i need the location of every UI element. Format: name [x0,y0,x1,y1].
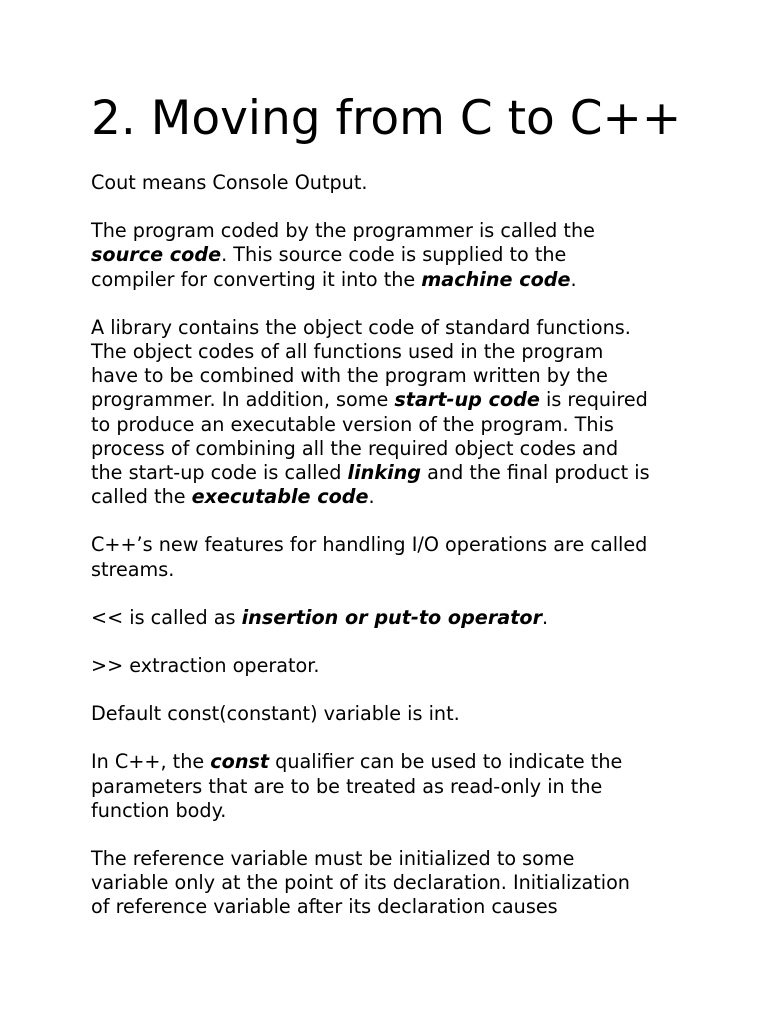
paragraph-reference-variable [91,847,691,920]
text-line [91,340,691,364]
text-run: is required [539,388,648,412]
text-run: have to be combined with the program written by the [91,364,608,388]
text-run: and the final product is [421,461,650,485]
document-body [91,171,691,920]
text-line [91,388,691,412]
text-run: Cout means Console Output. [91,171,368,194]
text-line [91,702,691,726]
text-run: C++’s new features for handling I/O operations are called [91,533,648,557]
text-run: The reference variable must be initialized to some [91,847,575,871]
paragraph-gap [91,195,691,219]
emphasized-term: const [210,750,270,774]
text-run: A library contains the object code of standard functions. [91,315,631,339]
text-line [91,413,691,437]
paragraph-gap [91,509,691,533]
text-line [91,775,691,799]
emphasized-term: insertion or put-to operator [241,605,543,629]
text-run: to produce an executable version of the program. This [91,412,614,436]
text-line [91,171,691,195]
paragraph-source-code [91,219,691,292]
text-run: . [368,485,375,509]
text-line [91,364,691,388]
text-run: Default const(constant) variable is int. [91,702,460,726]
text-line [91,533,691,557]
text-line [91,485,691,509]
text-run: compiler for converting it into the [91,267,422,291]
paragraph-library [91,316,691,510]
emphasized-term: start-up code [394,388,540,412]
paragraph-gap [91,630,691,654]
paragraph-gap [91,292,691,316]
text-run: . [570,267,577,291]
text-line [91,268,691,292]
text-line [91,871,691,895]
text-line [91,654,691,678]
paragraph-gap [91,678,691,702]
text-line [91,219,691,243]
emphasized-term: executable code [191,485,369,509]
text-run: streams. [91,557,175,581]
paragraph-cout [91,171,691,195]
text-line [91,606,691,630]
text-run: process of combining all the required object codes and [91,436,619,460]
text-line [91,558,691,582]
text-run: programmer. In addition, some [91,388,395,412]
emphasized-term: source code [91,243,222,267]
page-title: 2. Moving from C to C++ [91,91,682,146]
text-run: function body. [91,798,227,822]
text-line [91,437,691,461]
text-line [91,799,691,823]
text-run: variable only at the point of its declaration. Initialization [91,871,630,895]
text-run: In C++, the [91,750,211,774]
text-line [91,243,691,267]
text-run: qualifier can be used to indicate the [269,750,623,774]
paragraph-extraction [91,654,691,678]
paragraph-gap [91,582,691,606]
text-line [91,895,691,919]
text-run: the start-up code is called [91,461,348,485]
text-line [91,847,691,871]
text-run: . [542,605,549,629]
paragraph-streams [91,533,691,581]
emphasized-term: machine code [421,267,571,291]
text-run: The object codes of all functions used in the program [91,340,604,364]
paragraph-gap [91,726,691,750]
emphasized-term: linking [347,461,422,485]
text-run: called the [91,485,192,509]
paragraph-gap [91,823,691,847]
paragraph-const-qualifier [91,750,691,823]
text-run: The program coded by the programmer is called the [91,219,595,243]
text-line [91,750,691,774]
paragraph-insertion [91,606,691,630]
text-run: parameters that are to be treated as read-only in the [91,774,603,798]
text-run: of reference variable after its declaration causes [91,895,558,919]
document-page [91,88,691,920]
text-run: << is called as [91,605,242,629]
text-line [91,461,691,485]
paragraph-default-const [91,702,691,726]
text-run: . This source code is supplied to the [221,243,567,267]
text-line [91,316,691,340]
title-spacing [91,150,691,171]
text-run: >> extraction operator. [91,654,320,678]
